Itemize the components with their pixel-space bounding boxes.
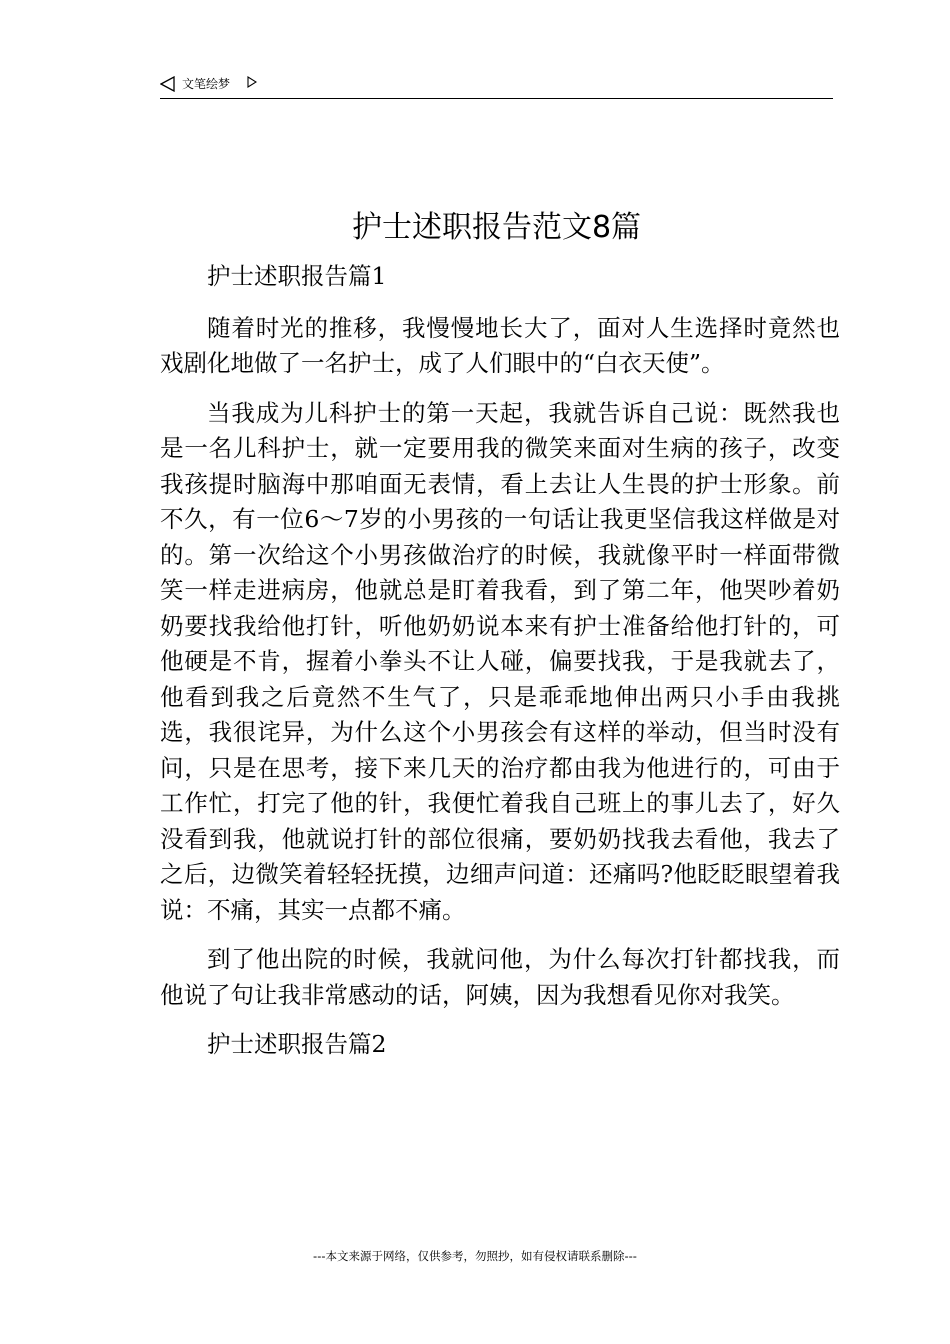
body-paragraph-1: 随着时光的推移，我慢慢地长大了，面对人生选择时竟然也戏剧化地做了一名护士，成了人们眼中的“白衣天使”。 bbox=[160, 313, 840, 377]
section-heading-1: 护士述职报告篇1 bbox=[207, 262, 387, 290]
triangle-right-outline-icon bbox=[247, 76, 257, 88]
page-header bbox=[160, 72, 833, 99]
footer-disclaimer: ---本文来源于网络，仅供参考，勿照抄，如有侵权请联系删除--- bbox=[313, 1249, 637, 1263]
body-paragraph-2: 当我成为儿科护士的第一天起，我就告诉自己说：既然我也是一名儿科护士，就一定要用我的微笑来面对生病的孩子，改变我孩提时脑海中那咱面无表情，看上去让人生畏的护士形象。前不久，有一位6～7岁的小男孩的一句话让我更坚信我这样做是对的。第一次给这个小男孩做治疗的时候，我就像平时一样面带微笑一样走进病房，他就总是盯着我看，到了第二年，他哭吵着奶奶要找我给他打针，听他奶奶说本来有护士准备给他打针的，可他硬是不肯，握着小拳头不让人碰，偏要找我，于是我就去了，他看到我之后竟然不生气了，只是乖乖地伸出两只小手由我挑选，我很诧异，为什么这个小男孩会有这样的举动，但当时没有问，只是在思考，接下来几天的治疗都由我为他进行的，可由于工作忙，打完了他的针，我便忙着我自己班上的事儿去了，好久没看到我，他就说打针的部位很痛，要奶奶找我去看他，我去了之后，边微笑着轻轻抚摸，边细声问道：还痛吗?他眨眨眼望着我说：不痛，其实一点都不痛。 bbox=[160, 398, 840, 924]
body-paragraph-3: 到了他出院的时候，我就问他，为什么每次打针都找我，而他说了句让我非常感动的话，阿姨，因为我想看见你对我笑。 bbox=[160, 945, 840, 1009]
document-title: 护士述职报告范文8篇 bbox=[351, 210, 642, 245]
section-heading-2: 护士述职报告篇2 bbox=[207, 1030, 387, 1058]
document-body bbox=[160, 259, 840, 1079]
triangle-left-outline-icon bbox=[160, 76, 176, 92]
brand-name: 文笔绘梦 bbox=[182, 77, 231, 91]
